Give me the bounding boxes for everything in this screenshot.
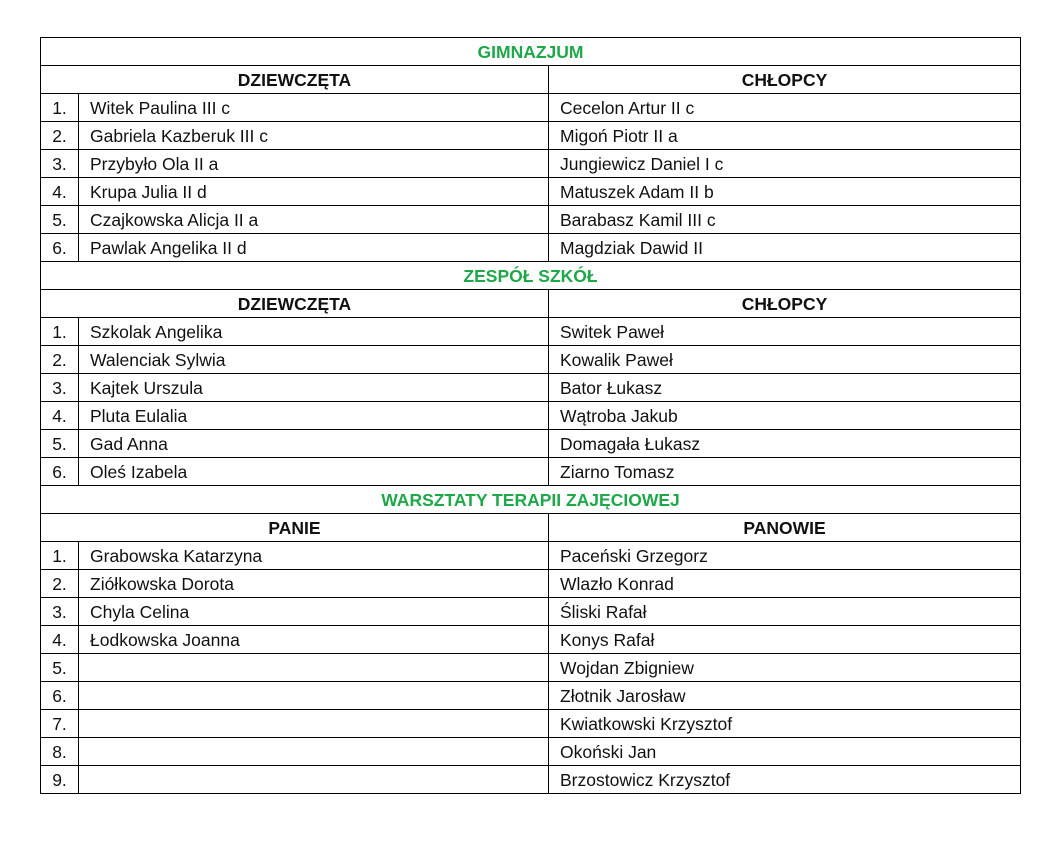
table-row xyxy=(41,374,1021,402)
table-row xyxy=(41,570,1021,598)
right-name-cell: Magdziak Dawid II xyxy=(549,234,1021,262)
table-row xyxy=(41,206,1021,234)
table-row xyxy=(41,738,1021,766)
section-title: GIMNAZJUM xyxy=(41,38,1021,66)
right-column-header: PANOWIE xyxy=(549,514,1021,542)
row-number: 4. xyxy=(41,178,79,206)
column-header-row xyxy=(41,290,1021,318)
left-name-cell xyxy=(79,738,549,766)
section-title: ZESPÓŁ SZKÓŁ xyxy=(41,262,1021,290)
roster-body xyxy=(41,38,1021,794)
row-number: 2. xyxy=(41,570,79,598)
table-row xyxy=(41,598,1021,626)
section-title: WARSZTATY TERAPII ZAJĘCIOWEJ xyxy=(41,486,1021,514)
left-name-cell: Przybyło Ola II a xyxy=(79,150,549,178)
row-number: 3. xyxy=(41,150,79,178)
row-number: 9. xyxy=(41,766,79,794)
right-name-cell: Brzostowicz Krzysztof xyxy=(549,766,1021,794)
row-number: 3. xyxy=(41,374,79,402)
left-name-cell xyxy=(79,654,549,682)
left-name-cell: Łodkowska Joanna xyxy=(79,626,549,654)
right-name-cell: Wątroba Jakub xyxy=(549,402,1021,430)
right-name-cell: Paceński Grzegorz xyxy=(549,542,1021,570)
left-name-cell xyxy=(79,766,549,794)
table-row xyxy=(41,94,1021,122)
table-row xyxy=(41,626,1021,654)
row-number: 6. xyxy=(41,682,79,710)
row-number: 1. xyxy=(41,318,79,346)
table-row xyxy=(41,234,1021,262)
table-row xyxy=(41,178,1021,206)
left-column-header: DZIEWCZĘTA xyxy=(41,290,549,318)
right-name-cell: Konys Rafał xyxy=(549,626,1021,654)
left-name-cell: Czajkowska Alicja II a xyxy=(79,206,549,234)
row-number: 6. xyxy=(41,234,79,262)
right-name-cell: Kowalik Paweł xyxy=(549,346,1021,374)
table-row xyxy=(41,542,1021,570)
left-column-header: DZIEWCZĘTA xyxy=(41,66,549,94)
left-column-header: PANIE xyxy=(41,514,549,542)
row-number: 7. xyxy=(41,710,79,738)
left-name-cell: Chyla Celina xyxy=(79,598,549,626)
table-row xyxy=(41,766,1021,794)
roster-table xyxy=(40,37,1021,794)
right-name-cell: Matuszek Adam II b xyxy=(549,178,1021,206)
right-name-cell: Domagała Łukasz xyxy=(549,430,1021,458)
section-title-row xyxy=(41,262,1021,290)
table-row xyxy=(41,458,1021,486)
left-name-cell: Walenciak Sylwia xyxy=(79,346,549,374)
right-name-cell: Śliski Rafał xyxy=(549,598,1021,626)
right-name-cell: Switek Paweł xyxy=(549,318,1021,346)
right-name-cell: Okoński Jan xyxy=(549,738,1021,766)
row-number: 6. xyxy=(41,458,79,486)
section-title-row xyxy=(41,486,1021,514)
row-number: 4. xyxy=(41,402,79,430)
right-name-cell: Cecelon Artur II c xyxy=(549,94,1021,122)
right-column-header: CHŁOPCY xyxy=(549,290,1021,318)
table-row xyxy=(41,122,1021,150)
right-name-cell: Barabasz Kamil III c xyxy=(549,206,1021,234)
table-row xyxy=(41,430,1021,458)
left-name-cell: Pawlak Angelika II d xyxy=(79,234,549,262)
left-name-cell: Pluta Eulalia xyxy=(79,402,549,430)
row-number: 1. xyxy=(41,94,79,122)
table-row xyxy=(41,710,1021,738)
left-name-cell: Gabriela Kazberuk III c xyxy=(79,122,549,150)
table-row xyxy=(41,654,1021,682)
row-number: 2. xyxy=(41,122,79,150)
right-name-cell: Migoń Piotr II a xyxy=(549,122,1021,150)
right-name-cell: Kwiatkowski Krzysztof xyxy=(549,710,1021,738)
row-number: 3. xyxy=(41,598,79,626)
left-name-cell: Witek Paulina III c xyxy=(79,94,549,122)
row-number: 5. xyxy=(41,206,79,234)
table-row xyxy=(41,682,1021,710)
section-title-row xyxy=(41,38,1021,66)
left-name-cell: Ziółkowska Dorota xyxy=(79,570,549,598)
left-name-cell: Szkolak Angelika xyxy=(79,318,549,346)
column-header-row xyxy=(41,66,1021,94)
left-name-cell xyxy=(79,710,549,738)
table-row xyxy=(41,318,1021,346)
right-column-header: CHŁOPCY xyxy=(549,66,1021,94)
row-number: 1. xyxy=(41,542,79,570)
left-name-cell xyxy=(79,682,549,710)
right-name-cell: Złotnik Jarosław xyxy=(549,682,1021,710)
right-name-cell: Ziarno Tomasz xyxy=(549,458,1021,486)
table-row xyxy=(41,150,1021,178)
row-number: 5. xyxy=(41,430,79,458)
column-header-row xyxy=(41,514,1021,542)
row-number: 8. xyxy=(41,738,79,766)
row-number: 2. xyxy=(41,346,79,374)
row-number: 4. xyxy=(41,626,79,654)
left-name-cell: Krupa Julia II d xyxy=(79,178,549,206)
table-row xyxy=(41,402,1021,430)
left-name-cell: Oleś Izabela xyxy=(79,458,549,486)
left-name-cell: Kajtek Urszula xyxy=(79,374,549,402)
right-name-cell: Jungiewicz Daniel I c xyxy=(549,150,1021,178)
right-name-cell: Wojdan Zbigniew xyxy=(549,654,1021,682)
right-name-cell: Wlazło Konrad xyxy=(549,570,1021,598)
left-name-cell: Gad Anna xyxy=(79,430,549,458)
left-name-cell: Grabowska Katarzyna xyxy=(79,542,549,570)
table-row xyxy=(41,346,1021,374)
row-number: 5. xyxy=(41,654,79,682)
right-name-cell: Bator Łukasz xyxy=(549,374,1021,402)
